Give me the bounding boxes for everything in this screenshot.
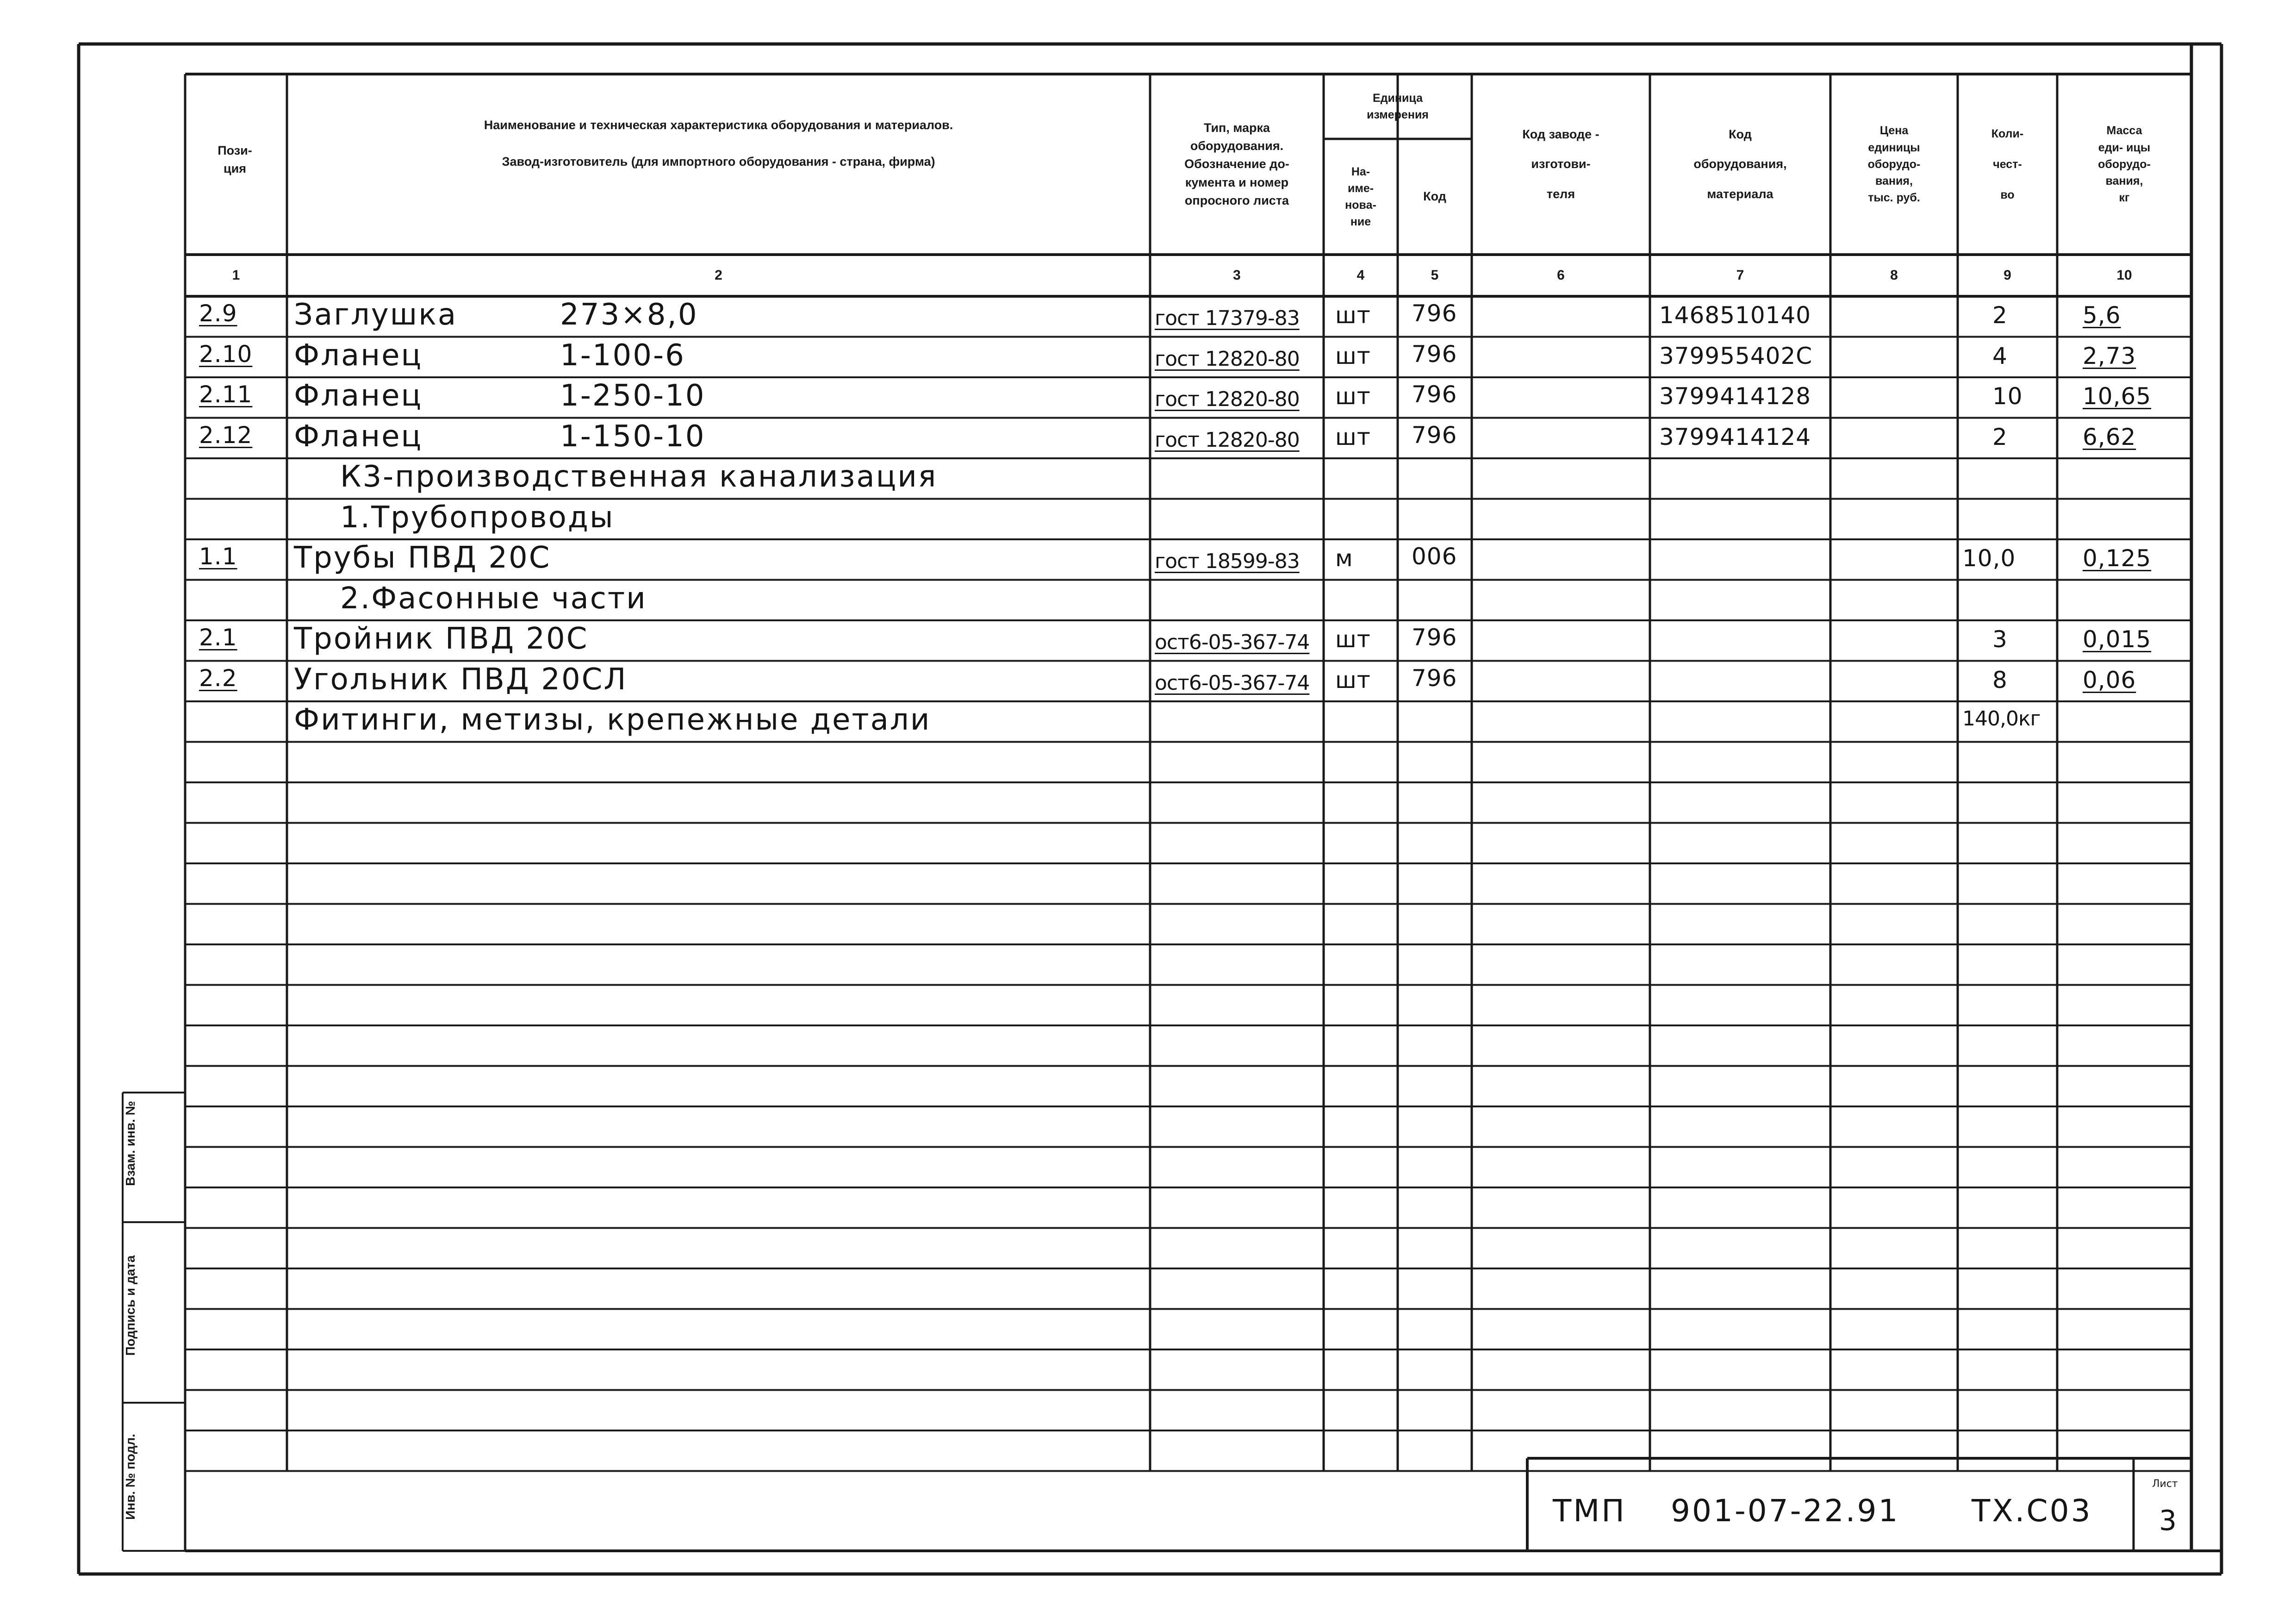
header-maker-code-line: теля (1546, 187, 1575, 201)
header-type-line: оборудования. (1190, 139, 1284, 153)
header-name-line: Завод-изготовитель (для импортного оборудования - страна, фирма) (502, 155, 935, 169)
row-position: 2.2 (199, 664, 237, 692)
header-unit-name-line: нова- (1345, 199, 1376, 212)
row-doc: гост 12820-80 (1155, 428, 1300, 452)
row-unit: м (1335, 545, 1353, 572)
row-spec: 1-150-10 (560, 419, 706, 454)
row-unit-code: 006 (1412, 543, 1457, 570)
header-type (1150, 79, 1324, 250)
row-name: Фланец (294, 379, 423, 413)
header-qty-line: во (2000, 188, 2015, 202)
row-name: Трубы ПВД 20С (294, 541, 551, 575)
row-name: Фитинги, метизы, крепежные детали (294, 703, 931, 737)
header-mass-line: кг (2119, 191, 2130, 205)
header-position (185, 74, 285, 245)
header-price-line: тыс. руб. (1868, 191, 1920, 205)
row-doc: гост 12820-80 (1155, 387, 1300, 411)
row-unit: шт (1335, 666, 1371, 693)
row-unit-code: 796 (1412, 421, 1457, 449)
row-position: 2.1 (199, 624, 237, 651)
row-name: 2.Фасонные части (340, 581, 647, 616)
row-spec: 1-250-10 (560, 379, 706, 413)
column-number: 2 (715, 268, 722, 283)
row-qty: 3 (1992, 626, 2008, 653)
row-qty: 8 (1992, 666, 2008, 693)
header-unit (1324, 79, 1472, 134)
column-number: 8 (1890, 268, 1898, 283)
row-unit-code: 796 (1412, 340, 1457, 368)
row-unit-code: 796 (1412, 381, 1457, 408)
header-maker-code-line: Код заводе - (1522, 127, 1599, 142)
row-doc: ост6-05-367-74 (1155, 631, 1310, 654)
row-mass: 10,65 (2083, 383, 2152, 410)
header-price-line: единицы (1868, 141, 1920, 154)
row-unit-code: 796 (1412, 624, 1457, 651)
row-mass: 0,015 (2083, 626, 2152, 653)
header-name-line: Наименование и техническая характеристика оборудования и материалов. (484, 118, 953, 132)
header-mass (2057, 79, 2191, 250)
header-unit-name-line: На- (1351, 165, 1370, 178)
header-qty-line: чест- (1993, 157, 2022, 171)
column-number: 4 (1356, 268, 1365, 283)
title-doc-number: 901-07-22.91 (1671, 1493, 1900, 1529)
header-unit-line: Единица (1373, 91, 1423, 105)
row-unit-code: 796 (1412, 300, 1457, 327)
row-doc: ост6-05-367-74 (1155, 671, 1310, 695)
row-name: 1.Трубопроводы (340, 500, 615, 535)
column-number: 6 (1557, 268, 1565, 283)
header-maker-code (1472, 79, 1650, 250)
row-qty: 10 (1992, 383, 2023, 410)
header-type-line: опросного листа (1184, 193, 1289, 207)
row-name: Тройник ПВД 20С (294, 622, 589, 656)
title-sheet-number: 3 (2159, 1505, 2177, 1537)
row-doc: гост 18599-83 (1155, 550, 1300, 573)
row-qty: 4 (1992, 342, 2008, 369)
header-equip-code-line: Код (1729, 127, 1752, 142)
row-spec: 1-100-6 (560, 338, 685, 373)
header-price (1830, 79, 1958, 250)
header-mass-line: оборудо- (2098, 157, 2151, 171)
header-name (287, 74, 1150, 213)
header-unit-name (1324, 139, 1398, 255)
header-mass-line: вания, (2105, 175, 2143, 188)
row-equip-code: 1468510140 (1659, 302, 1811, 329)
title-sheet-label: Лист (2152, 1478, 2178, 1490)
row-qty: 2 (1992, 302, 2008, 329)
column-number: 10 (2116, 268, 2132, 283)
header-position-line: Пози- (218, 143, 252, 157)
header-price-line: Цена (1879, 124, 1909, 137)
header-unit-name-line: име- (1347, 181, 1374, 195)
row-doc: гост 17379-83 (1155, 306, 1300, 330)
row-position: 1.1 (199, 543, 237, 570)
column-number: 7 (1736, 268, 1744, 283)
header-unit-code (1398, 139, 1472, 255)
row-qty: 10,0 (1962, 545, 2016, 572)
header-equip-code-line: материала (1707, 187, 1773, 201)
row-unit: шт (1335, 302, 1371, 329)
side-label-inv-original: Инв. № подл. (123, 1434, 137, 1520)
row-name: Угольник ПВД 20СЛ (294, 662, 628, 697)
header-price-line: оборудо- (1867, 157, 1921, 171)
row-unit-code: 796 (1412, 664, 1457, 692)
row-name: Заглушка (294, 298, 458, 332)
row-mass: 6,62 (2083, 423, 2136, 450)
row-position: 2.9 (199, 300, 237, 327)
row-name: Фланец (294, 338, 423, 373)
column-number: 3 (1233, 268, 1241, 283)
row-unit: шт (1335, 626, 1371, 653)
header-qty (1958, 79, 2057, 250)
header-mass-line: Масса (2106, 124, 2142, 137)
title-org: ТМП (1553, 1493, 1626, 1529)
header-type-line: кумента и номер (1185, 175, 1289, 189)
header-type-line: Обозначение до- (1184, 157, 1289, 171)
header-qty-line: Коли- (1991, 127, 2024, 140)
title-sheet-code: ТХ.С03 (1972, 1493, 2092, 1529)
row-unit: шт (1335, 423, 1371, 450)
header-position-line: ция (224, 162, 246, 175)
row-position: 2.11 (199, 381, 253, 408)
column-number: 5 (1431, 268, 1439, 283)
row-qty: 2 (1992, 423, 2008, 450)
row-unit: шт (1335, 383, 1371, 410)
row-qty: 140,0кг (1962, 707, 2041, 731)
row-name: К3-производственная канализация (340, 460, 938, 494)
side-label-replaced-inv: Взам. инв. № (123, 1101, 137, 1186)
header-unit-line: измерения (1367, 108, 1429, 121)
row-mass: 2,73 (2083, 342, 2136, 369)
header-type-line: Тип, марка (1203, 121, 1270, 135)
row-mass: 0,06 (2083, 666, 2136, 693)
column-number: 1 (232, 268, 240, 283)
column-number: 9 (2004, 268, 2011, 283)
header-unit-name-line: ние (1350, 215, 1371, 229)
row-unit: шт (1335, 342, 1371, 369)
header-price-line: вания, (1875, 175, 1913, 188)
row-position: 2.10 (199, 340, 253, 368)
header-mass-line: еди- ицы (2098, 141, 2151, 154)
header-equip-code (1650, 79, 1830, 250)
row-equip-code: 3799414124 (1659, 423, 1811, 450)
header-equip-code-line: оборудования, (1693, 157, 1787, 171)
row-equip-code: 379955402С (1659, 342, 1813, 369)
row-position: 2.12 (199, 421, 253, 449)
row-doc: гост 12820-80 (1155, 347, 1300, 371)
row-equip-code: 3799414128 (1659, 383, 1811, 410)
header-unit-code-text: Код (1423, 189, 1446, 204)
row-name: Фланец (294, 419, 423, 454)
row-spec: 273×8,0 (560, 298, 698, 332)
row-mass: 0,125 (2083, 545, 2152, 572)
side-label-signature-date: Подпись и дата (123, 1255, 137, 1356)
row-mass: 5,6 (2083, 302, 2121, 329)
header-maker-code-line: изготови- (1531, 157, 1591, 171)
